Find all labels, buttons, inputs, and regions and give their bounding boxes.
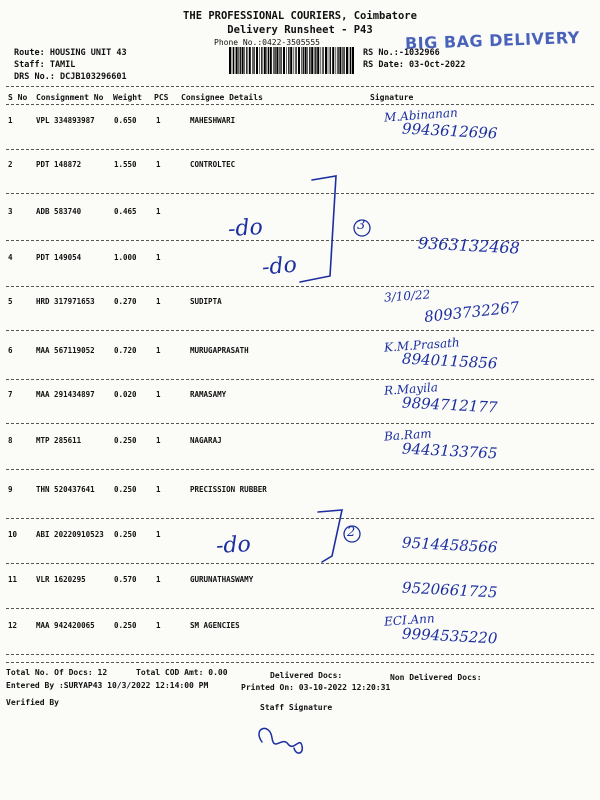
row-consignment-no: VLR 1620295 [36, 575, 86, 584]
footer-rule [6, 662, 594, 663]
row-weight: 0.650 [114, 116, 137, 125]
row-pcs: 1 [156, 253, 161, 262]
row-separator [6, 423, 594, 424]
row-weight: 0.020 [114, 390, 137, 399]
row-separator [6, 469, 594, 470]
row-consignment-no: MAA 942420065 [36, 621, 95, 630]
row-consignment-no: ADB 583740 [36, 207, 82, 216]
row-separator [6, 286, 594, 287]
row-weight: 0.465 [114, 207, 137, 216]
col-pcs: PCS [154, 93, 169, 102]
ditto-mark-row10: -do [215, 532, 252, 559]
row-pcs: 1 [156, 207, 161, 216]
row-signature: ECI.Ann [383, 611, 436, 629]
row-consignee-name: SM AGENCIES [190, 621, 240, 630]
entered-by: Entered By :SURYAP43 10/3/2022 12:14:00 PM [6, 681, 209, 690]
row-phone: 8940115856 [401, 349, 498, 373]
non-delivered-docs: Non Delivered Docs: [390, 673, 482, 682]
group1-count: 3 [357, 218, 366, 233]
staff-signature-label: Staff Signature [260, 703, 333, 712]
row-phone: 9894712177 [401, 393, 498, 417]
row-signature: K.M.Prasath [383, 335, 461, 355]
row-pcs: 1 [156, 116, 161, 125]
row-pcs: 1 [156, 530, 161, 539]
row-sno: 3 [8, 207, 13, 216]
row-sno: 11 [8, 575, 18, 584]
row-consignee-name: PRECISSION RUBBER [190, 485, 267, 494]
row-consignee-name: SUDIPTA [190, 297, 222, 306]
row-consignment-no: PDT 148872 [36, 160, 82, 169]
row-sno: 6 [8, 346, 13, 355]
row-phone: 9514458566 [401, 533, 498, 557]
row-sno: 1 [8, 116, 13, 125]
total-cod: Total COD Amt: 0.00 [136, 668, 228, 677]
total-docs: Total No. Of Docs: 12 [6, 668, 108, 677]
row-weight: 0.250 [114, 621, 137, 630]
row-pcs: 1 [156, 160, 161, 169]
row-sno: 2 [8, 160, 13, 169]
ink-stroke [259, 728, 302, 753]
row-sno: 12 [8, 621, 18, 630]
row-pcs: 1 [156, 390, 161, 399]
route-label: Route: HOUSING UNIT 43 [14, 48, 127, 58]
verified-by: Verified By [6, 698, 59, 707]
header-rule-top [6, 86, 594, 87]
row-consignee-name: CONTROLTEC [190, 160, 236, 169]
row-signature: Ba.Ram [383, 426, 433, 444]
row-phone: 8093732267 [423, 298, 521, 326]
ink-stroke [300, 176, 336, 282]
row-consignment-no: MAA 291434897 [36, 390, 95, 399]
row-signature: M.Abinanan [383, 105, 459, 125]
row-consignment-no: MAA 567119052 [36, 346, 95, 355]
row-sno: 10 [8, 530, 18, 539]
row-consignment-no: VPL 334893987 [36, 116, 95, 125]
runsheet-title: Delivery Runsheet - P43 [227, 24, 373, 36]
row-consignee-name: MAHESHWARI [190, 116, 236, 125]
row-consignee-name: MURUGAPRASATH [190, 346, 249, 355]
row-consignment-no: PDT 149054 [36, 253, 82, 262]
delivered-docs: Delivered Docs: [270, 671, 343, 680]
col-weight: Weight [113, 93, 142, 102]
row-consignment-no: MTP 285611 [36, 436, 82, 445]
row-weight: 0.570 [114, 575, 137, 584]
row-signature: R.Mayila [383, 380, 439, 398]
row-phone: 9994535220 [401, 624, 498, 648]
barcode [229, 47, 354, 74]
row-consignment-no: ABI 20220910523 [36, 530, 104, 539]
row-consignee-name: RAMASAMY [190, 390, 227, 399]
row-sno: 5 [8, 297, 13, 306]
row-separator [6, 518, 594, 519]
group2-count: 2 [347, 525, 356, 540]
row-sno: 4 [8, 253, 13, 262]
row-separator [6, 563, 594, 564]
col-consignment: Consignment No [36, 93, 104, 102]
row-consignee-name: GURUNATHASWAMY [190, 575, 254, 584]
ditto-mark-row4: -do [260, 252, 298, 281]
group1-phone: 9363132468 [417, 233, 521, 258]
row-pcs: 1 [156, 575, 161, 584]
row-separator [6, 608, 594, 609]
row-consignment-no: THN 520437641 [36, 485, 95, 494]
row-weight: 0.270 [114, 297, 137, 306]
row-separator [6, 149, 594, 150]
row-weight: 0.720 [114, 346, 137, 355]
rs-number: RS No.:-1032966 [363, 48, 440, 58]
row-separator [6, 379, 594, 380]
row-phone: 9520661725 [401, 578, 498, 602]
row-consignment-no: HRD 317971653 [36, 297, 95, 306]
row-separator [6, 654, 594, 655]
row-pcs: 1 [156, 297, 161, 306]
col-signature: Signature [370, 93, 414, 102]
ditto-mark-row3: -do [227, 214, 264, 243]
drs-number: DRS No.: DCJB103296601 [14, 72, 127, 82]
row-pcs: 1 [156, 346, 161, 355]
row-weight: 1.000 [114, 253, 137, 262]
row-phone: 9443133765 [401, 439, 498, 463]
row-pcs: 1 [156, 621, 161, 630]
row-separator [6, 193, 594, 194]
row-sno: 7 [8, 390, 13, 399]
row-pcs: 1 [156, 436, 161, 445]
row-phone: 9943612696 [401, 119, 498, 143]
header-rule-bottom [6, 104, 594, 105]
col-sno: S No [8, 93, 28, 102]
row-signature: 3/10/22 [383, 287, 431, 305]
col-consignee: Consignee Details [181, 93, 263, 102]
row-weight: 1.550 [114, 160, 137, 169]
staff-label: Staff: TAMIL [14, 60, 76, 70]
rs-date: RS Date: 03-Oct-2022 [363, 60, 466, 70]
row-weight: 0.250 [114, 436, 137, 445]
row-sno: 8 [8, 436, 13, 445]
row-sno: 9 [8, 485, 13, 494]
big-bag-delivery-stamp: BIG BAG DELIVERY [404, 27, 581, 54]
row-separator [6, 330, 594, 331]
row-pcs: 1 [156, 485, 161, 494]
row-weight: 0.250 [114, 485, 137, 494]
company-title: THE PROFESSIONAL COURIERS, Coimbatore [183, 10, 417, 22]
phone-number: Phone No.:0422-3505555 [214, 38, 320, 47]
row-consignee-name: NAGARAJ [190, 436, 222, 445]
row-weight: 0.250 [114, 530, 137, 539]
printed-on: Printed On: 03-10-2022 12:20:31 [241, 683, 391, 692]
